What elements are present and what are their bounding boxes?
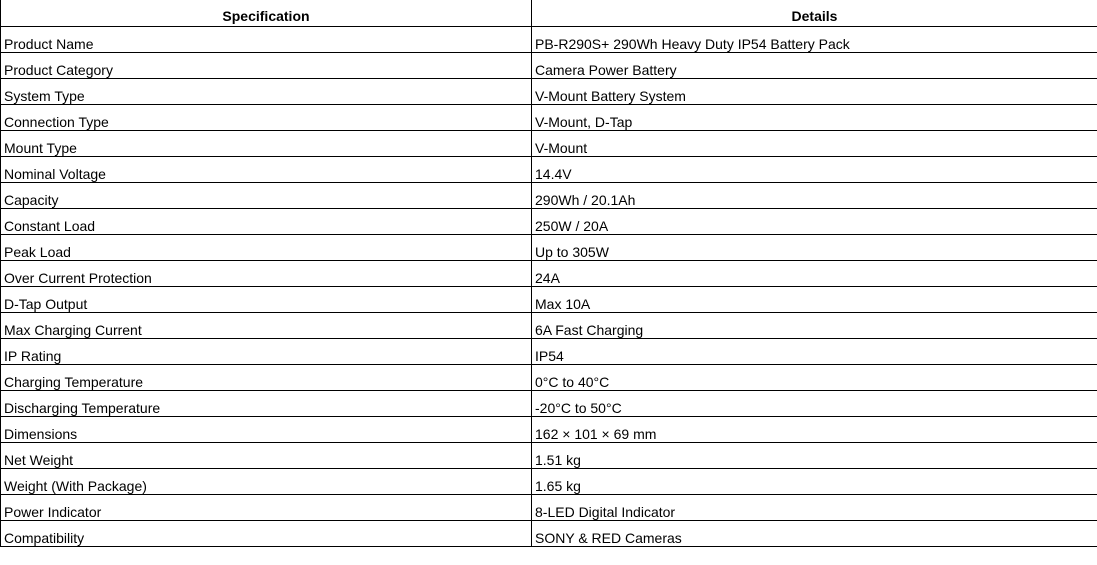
table-row <box>1 104 1097 130</box>
spec-value: Max 10A <box>532 286 1097 312</box>
table-row <box>1 442 1097 468</box>
spec-name: Dimensions <box>1 416 532 442</box>
table-row <box>1 390 1097 416</box>
table-row <box>1 520 1097 546</box>
spec-name: Max Charging Current <box>1 312 532 338</box>
table-row <box>1 260 1097 286</box>
spec-name: Peak Load <box>1 234 532 260</box>
table-row <box>1 468 1097 494</box>
spec-name: Product Category <box>1 52 532 78</box>
spec-value: V-Mount <box>532 130 1097 156</box>
table-row <box>1 494 1097 520</box>
spec-value: PB-R290S+ 290Wh Heavy Duty IP54 Battery Pack <box>532 26 1097 52</box>
column-header-details: Details <box>532 0 1097 26</box>
table-header-row <box>1 0 1097 26</box>
table-row <box>1 26 1097 52</box>
spec-value: 24A <box>532 260 1097 286</box>
table-row <box>1 52 1097 78</box>
spec-name: Mount Type <box>1 130 532 156</box>
spec-value: 8-LED Digital Indicator <box>532 494 1097 520</box>
table-row <box>1 338 1097 364</box>
spec-name: Charging Temperature <box>1 364 532 390</box>
spec-name: Product Name <box>1 26 532 52</box>
spec-name: Power Indicator <box>1 494 532 520</box>
spec-name: Constant Load <box>1 208 532 234</box>
spec-value: V-Mount Battery System <box>532 78 1097 104</box>
table-row <box>1 208 1097 234</box>
table-row <box>1 234 1097 260</box>
spec-value: IP54 <box>532 338 1097 364</box>
spec-value: 250W / 20A <box>532 208 1097 234</box>
spec-value: -20°C to 50°C <box>532 390 1097 416</box>
spec-value: Up to 305W <box>532 234 1097 260</box>
spec-name: Weight (With Package) <box>1 468 532 494</box>
table-row <box>1 364 1097 390</box>
table-row <box>1 312 1097 338</box>
spec-name: D-Tap Output <box>1 286 532 312</box>
spec-value: Camera Power Battery <box>532 52 1097 78</box>
table-row <box>1 286 1097 312</box>
table-row <box>1 416 1097 442</box>
column-header-specification: Specification <box>1 0 532 26</box>
spec-value: 290Wh / 20.1Ah <box>532 182 1097 208</box>
spec-name: Discharging Temperature <box>1 390 532 416</box>
table-row <box>1 78 1097 104</box>
spec-value: 1.65 kg <box>532 468 1097 494</box>
spec-value: 14.4V <box>532 156 1097 182</box>
spec-value: 0°C to 40°C <box>532 364 1097 390</box>
spec-value: 162 × 101 × 69 mm <box>532 416 1097 442</box>
spec-value: SONY & RED Cameras <box>532 520 1097 546</box>
spec-name: System Type <box>1 78 532 104</box>
spec-name: Nominal Voltage <box>1 156 532 182</box>
spec-value: 6A Fast Charging <box>532 312 1097 338</box>
spec-name: Net Weight <box>1 442 532 468</box>
spec-name: Compatibility <box>1 520 532 546</box>
table-row <box>1 156 1097 182</box>
spec-name: Capacity <box>1 182 532 208</box>
spec-name: IP Rating <box>1 338 532 364</box>
table-row <box>1 130 1097 156</box>
spec-value: V-Mount, D-Tap <box>532 104 1097 130</box>
spec-value: 1.51 kg <box>532 442 1097 468</box>
table-row <box>1 182 1097 208</box>
spec-name: Over Current Protection <box>1 260 532 286</box>
spec-name: Connection Type <box>1 104 532 130</box>
